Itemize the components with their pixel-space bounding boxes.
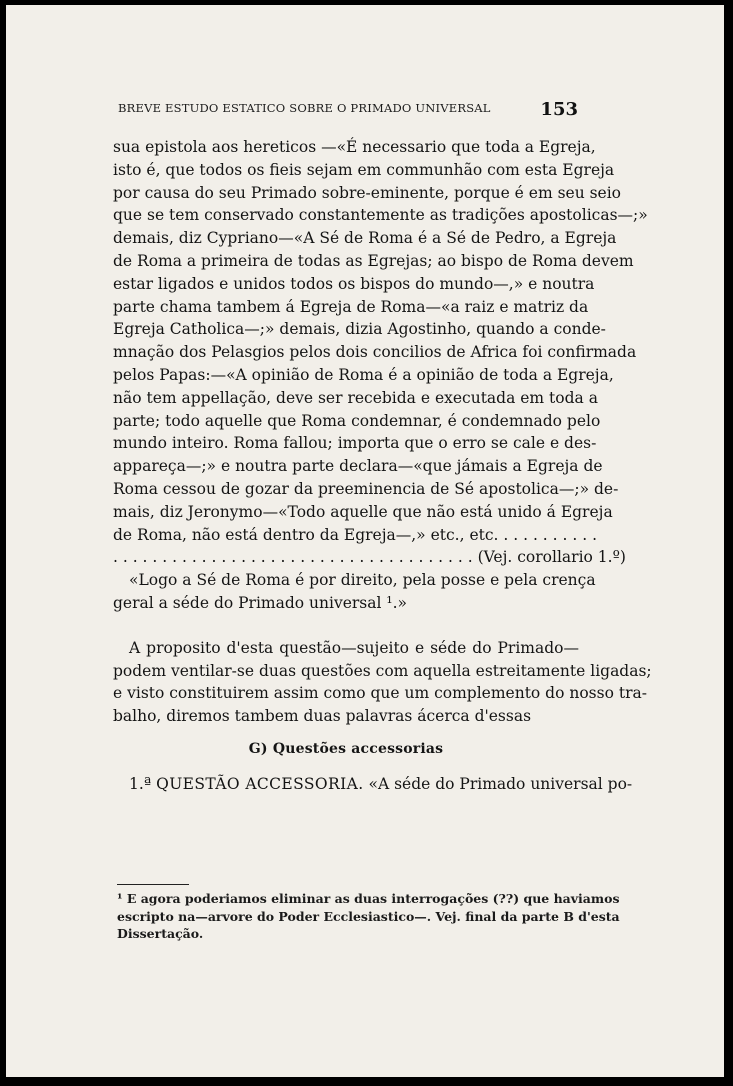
body-line: mais, diz Jeronymo—«Todo aquelle que não está unido á Egreja <box>113 502 613 521</box>
body-line: Roma cessou de gozar da preeminencia de Sé apostolica—;» de- <box>113 479 619 498</box>
body-line: parte chama tambem á Egreja de Roma—«a raiz e matriz da <box>113 297 589 316</box>
question-number: 1.ª <box>129 774 152 793</box>
body-line: geral a séde do Primado universal ¹.» <box>113 593 408 612</box>
body-line: mundo inteiro. Roma fallou; importa que o erro se cale e des- <box>113 434 597 453</box>
body-line: que se tem conservado constantemente as tradições apostolicas—;» <box>113 206 648 225</box>
body-line: . . . . . . . . . . . . . . . . . . . . . . . . . . . . . . . . . . . . . (Vej. corollario 1.º) <box>113 548 626 567</box>
question-line <box>113 773 633 796</box>
body-line: mnação dos Pelasgios pelos dois concilios de Africa foi confirmada <box>113 343 637 362</box>
body-line: isto é, que todos os fieis sejam em communhão com esta Egreja <box>113 160 615 179</box>
body-line: sua epistola aos hereticos —«É necessario que toda a Egreja, <box>113 138 596 156</box>
question-label: QUESTÃO ACCESSORIA. <box>156 774 364 793</box>
body-line: appareça—;» e noutra parte declara—«que jámais a Egreja de <box>113 457 603 476</box>
page-number: 153 <box>540 99 578 120</box>
body-line: pelos Papas:—«A opinião de Roma é a opinião de toda a Egreja, <box>113 365 614 384</box>
footnote-line: ¹ E agora poderiamos eliminar as duas interrogações (??) que haviamos <box>117 891 620 906</box>
running-head: BREVE ESTUDO ESTATICO SOBRE O PRIMADO UNIVERSAL <box>118 101 491 115</box>
body-line: de Roma, não está dentro da Egreja—,» etc., etc. . . . . . . . . . . <box>113 525 598 544</box>
body-line: de Roma a primeira de todas as Egrejas; ao bispo de Roma devem <box>113 251 634 270</box>
question-text: «A séde do Primado universal po- <box>368 774 633 793</box>
body-line: estar ligados e unidos todos os bispos do mundo—,» e noutra <box>113 274 595 293</box>
paragraph-line: podem ventilar-se duas questões com aquella estreitamente ligadas; <box>113 661 652 680</box>
body-line: não tem appellação, deve ser recebida e executada em toda a <box>113 388 598 407</box>
footnote-line: escripto na—arvore do Poder Ecclesiastico—. Vej. final da parte B d'esta <box>117 908 620 924</box>
body-line: por causa do seu Primado sobre-eminente, porque é em seu seio <box>113 183 622 202</box>
paragraph-gap <box>113 615 579 637</box>
body-line: «Logo a Sé de Roma é por direito, pela posse e pela crença <box>129 571 596 590</box>
body-line: Egreja Catholica—;» demais, dizia Agostinho, quando a conde- <box>113 320 606 339</box>
footnotes <box>117 890 620 943</box>
body-line: parte; todo aquelle que Roma condemnar, é condemnado pelo <box>113 411 601 430</box>
paragraph-line: balho, diremos tambem duas palavras ácerca d'essas <box>113 707 532 726</box>
main-text <box>113 136 652 796</box>
footnote-rule <box>117 884 189 885</box>
paragraph-line: A proposito d'esta questão—sujeito e séde do Primado— <box>129 638 579 657</box>
section-heading: G) Questões accessorias <box>248 740 444 757</box>
footnote-line: Dissertação. <box>117 926 204 941</box>
paragraph-line: e visto constituirem assim como que um complemento do nosso tra- <box>113 684 647 703</box>
book-page <box>6 5 724 1077</box>
body-line: demais, diz Cypriano—«A Sé de Roma é a Sé de Pedro, a Egreja <box>113 229 617 248</box>
